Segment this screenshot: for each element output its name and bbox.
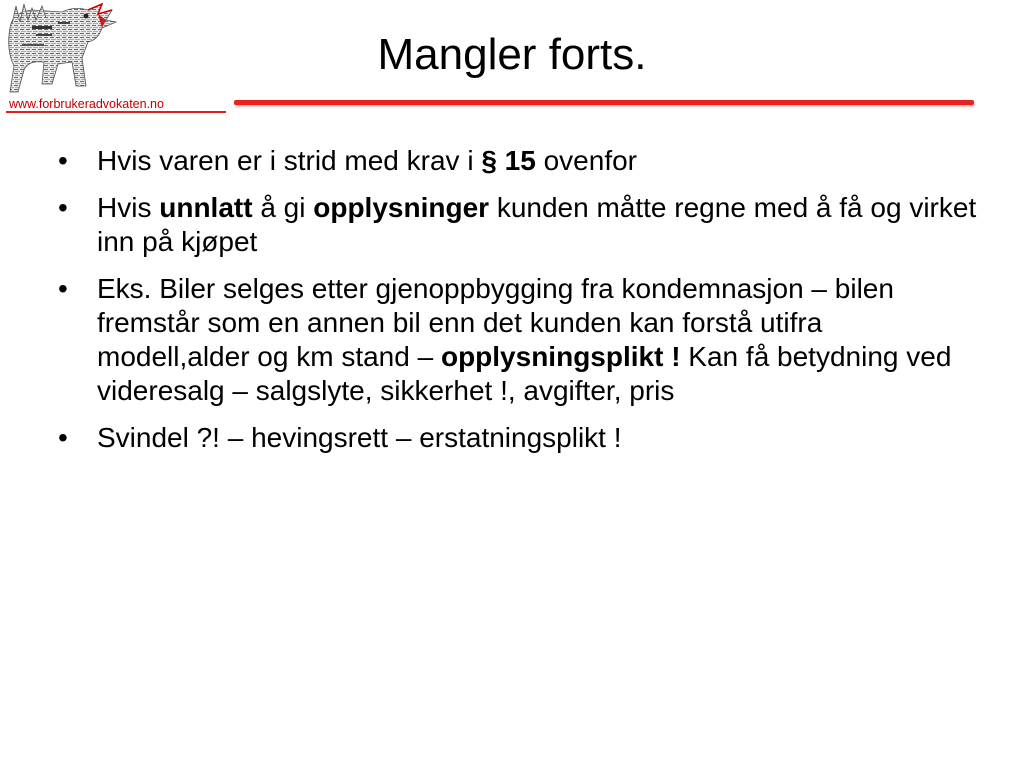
- bullet-text: [97, 192, 976, 257]
- bullet-text-bold: § 15: [481, 145, 536, 176]
- bullet-text: [97, 422, 622, 453]
- bullet-dot-icon: •: [58, 422, 68, 453]
- bullet-text: [97, 145, 637, 176]
- bullet-item: [58, 144, 978, 178]
- bullet-text-segment: Kan få betydning ved videresalg – salgslyte, sikkerhet !, avgifter, pris: [97, 341, 952, 406]
- bullet-dot-icon: •: [58, 273, 68, 304]
- bullet-text-bold: opplysninger: [313, 192, 490, 223]
- bullet-text: [97, 273, 951, 406]
- header-underline: [6, 111, 226, 113]
- bullet-dot-icon: •: [58, 192, 68, 223]
- bullet-list: [58, 144, 978, 468]
- header-divider: [234, 100, 974, 105]
- bullet-text-segment: Hvis: [97, 192, 160, 223]
- bullet-text-segment: Svindel ?! – hevingsrett – erstatningsplikt !: [97, 422, 622, 453]
- bullet-text-segment: kunden måtte regne med å få og virket inn på kjøpet: [97, 192, 977, 257]
- bullet-item: [58, 191, 978, 259]
- bullet-item: [58, 272, 978, 408]
- bullet-text-bold: unnlatt: [159, 192, 253, 223]
- bullet-text-segment: ovenfor: [535, 145, 637, 176]
- bullet-text-bold: opplysningsplikt !: [440, 341, 681, 372]
- bullet-text-segment: å gi: [252, 192, 314, 223]
- bullet-text-segment: Hvis varen er i strid med krav i: [97, 145, 482, 176]
- bullet-text-segment: Eks. Biler selges etter gjenoppbygging fra kondemnasjon – bilen fremstår som en annen bil enn det kunden kan forstå utifra modell,alder og km stand –: [97, 273, 894, 372]
- page-title: Mangler forts.: [377, 30, 647, 79]
- site-url[interactable]: www.forbrukeradvokaten.no: [9, 97, 164, 111]
- bullet-dot-icon: •: [58, 145, 68, 176]
- bullet-item: [58, 421, 978, 455]
